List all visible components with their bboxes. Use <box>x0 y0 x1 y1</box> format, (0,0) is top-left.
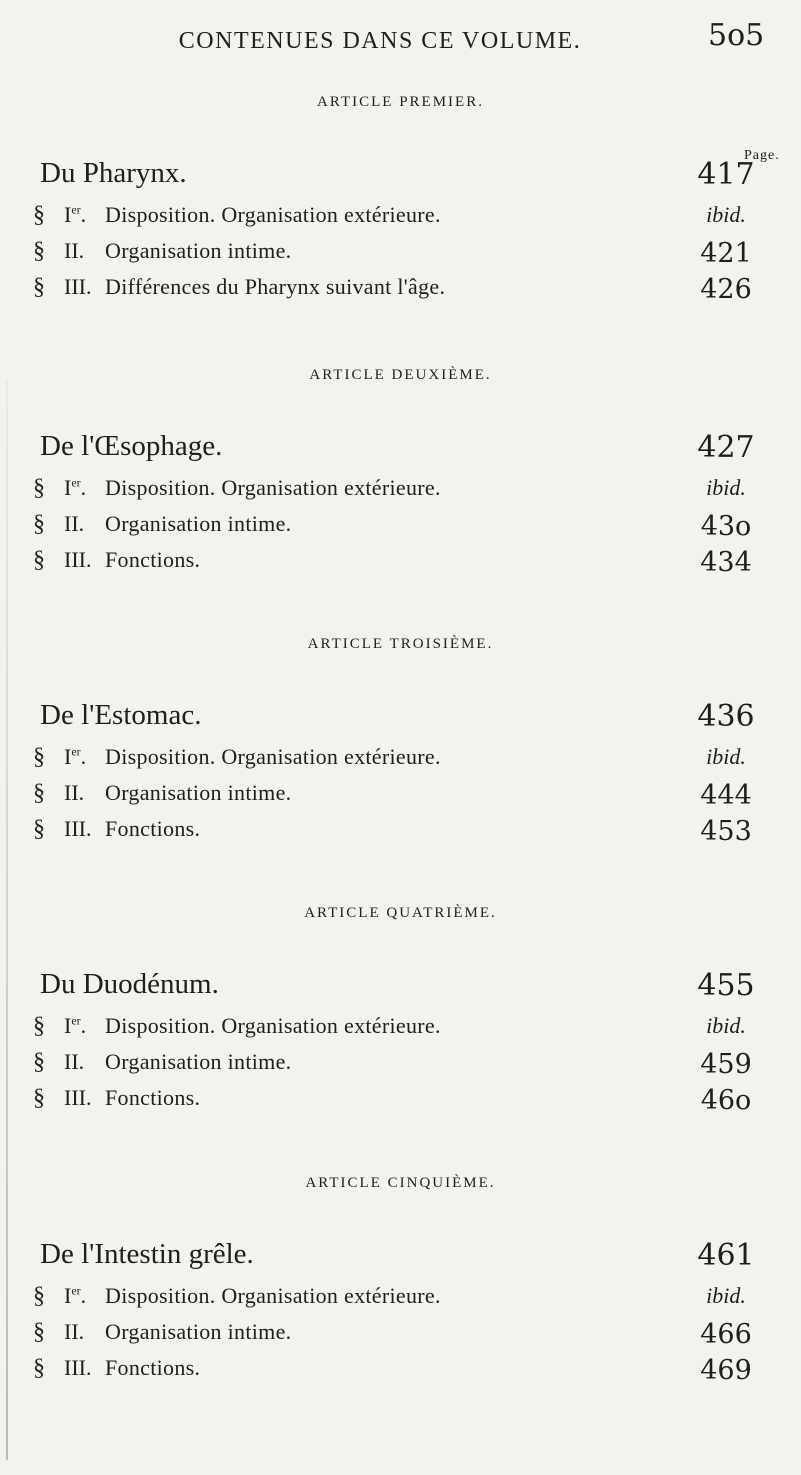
article-title: De l'Intestin grêle. <box>40 1238 254 1270</box>
section-row <box>0 238 801 278</box>
section-title: Disposition. Organisation extérieure. <box>105 1283 441 1308</box>
section-page-number: 434 <box>700 547 752 578</box>
section-row <box>0 1049 801 1089</box>
section-mark: § <box>33 274 45 300</box>
section-title: Fonctions. <box>105 1355 201 1380</box>
section-title: Disposition. Organisation extérieure. <box>105 202 441 227</box>
section-numeral: III. <box>64 816 92 841</box>
article-heading: ARTICLE DEUXIÈME. <box>309 367 492 383</box>
article-title-row <box>0 430 801 470</box>
article-page-number: 455 <box>697 968 755 1003</box>
article-title: Du Pharynx. <box>40 157 187 189</box>
section-row <box>0 202 801 242</box>
section-mark: § <box>33 475 45 501</box>
section-page-number: 444 <box>700 780 752 811</box>
section-page-number: 466 <box>700 1319 752 1350</box>
running-head: CONTENUES DANS CE VOLUME. <box>178 28 582 54</box>
article-page-number: 427 <box>697 430 755 465</box>
section-page-number: ibid. <box>706 1283 746 1308</box>
article-title: Du Duodénum. <box>40 968 219 1000</box>
section-numeral: I <box>64 744 72 769</box>
section-numeral: III. <box>64 1355 92 1380</box>
section-numeral: II. <box>64 780 85 805</box>
section-mark: § <box>33 238 45 264</box>
section-numeral: III. <box>64 274 92 299</box>
article-heading: ARTICLE PREMIER. <box>317 94 484 110</box>
section-number-superscript: er <box>71 744 81 759</box>
section-row <box>0 744 801 784</box>
article-page-number: 461 <box>697 1238 755 1273</box>
article-title: De l'Estomac. <box>40 699 202 731</box>
section-row <box>0 1283 801 1323</box>
section-number <box>64 274 91 300</box>
section-numeral: II. <box>64 1049 85 1074</box>
section-number: Ier. <box>64 1013 87 1038</box>
article-page-number: 417 <box>697 157 755 192</box>
section-mark: § <box>33 202 45 228</box>
section-title: Organisation intime. <box>105 238 292 263</box>
section-mark: § <box>33 816 45 842</box>
section-number-superscript: er <box>71 1013 81 1028</box>
section-number <box>64 1355 91 1381</box>
section-row <box>0 475 801 515</box>
section-number: Ier. <box>64 475 87 500</box>
section-title: Organisation intime. <box>105 780 292 805</box>
section-page-number: 469 <box>700 1355 752 1386</box>
section-mark: § <box>33 1049 45 1075</box>
section-page-number: 459 <box>700 1049 752 1080</box>
section-title: Différences du Pharynx suivant l'âge. <box>105 274 446 299</box>
section-number: Ier. <box>64 202 87 227</box>
section-mark: § <box>33 1085 45 1111</box>
section-page-number: 421 <box>700 238 752 269</box>
section-number-superscript: er <box>71 1283 81 1298</box>
section-row <box>0 1013 801 1053</box>
section-row <box>0 1319 801 1359</box>
section-row <box>0 1355 801 1395</box>
section-number-superscript: er <box>71 475 81 490</box>
section-page-number: ibid. <box>706 744 746 769</box>
section-mark: § <box>33 1319 45 1345</box>
article-heading: ARTICLE CINQUIÈME. <box>305 1175 496 1191</box>
section-mark: § <box>33 780 45 806</box>
section-row <box>0 1085 801 1125</box>
section-title: Fonctions. <box>105 1085 201 1110</box>
section-title: Organisation intime. <box>105 1319 292 1344</box>
section-page-number: 453 <box>700 816 752 847</box>
section-row <box>0 547 801 587</box>
section-mark: § <box>33 547 45 573</box>
section-number <box>64 1085 91 1111</box>
section-title: Fonctions. <box>105 816 201 841</box>
article-heading: ARTICLE TROISIÈME. <box>307 636 494 652</box>
section-numeral: II. <box>64 1319 85 1344</box>
section-mark: § <box>33 1355 45 1381</box>
article-title-row <box>0 1238 801 1278</box>
section-title: Organisation intime. <box>105 1049 292 1074</box>
section-numeral: I <box>64 475 72 500</box>
section-number <box>64 238 84 264</box>
section-page-number: ibid. <box>706 202 746 227</box>
article-page-number: 436 <box>697 699 755 734</box>
article-title-row <box>0 968 801 1008</box>
section-row <box>0 816 801 856</box>
section-number: Ier. <box>64 744 87 769</box>
section-number <box>64 1319 84 1345</box>
section-mark: § <box>33 744 45 770</box>
article-title: De l'Œsophage. <box>40 430 223 462</box>
section-row <box>0 274 801 314</box>
section-numeral: II. <box>64 238 85 263</box>
section-number: Ier. <box>64 1283 87 1308</box>
section-numeral: III. <box>64 1085 92 1110</box>
section-title: Disposition. Organisation extérieure. <box>105 1013 441 1038</box>
page-column-label: Page. <box>744 148 780 163</box>
article-title-row <box>0 157 801 197</box>
section-row <box>0 511 801 551</box>
section-title: Fonctions. <box>105 547 201 572</box>
section-page-number: ibid. <box>706 475 746 500</box>
page-number: 5o5 <box>708 18 765 53</box>
section-numeral: I <box>64 1013 72 1038</box>
section-title: Organisation intime. <box>105 511 292 536</box>
section-number <box>64 780 84 806</box>
section-number <box>64 1049 84 1075</box>
article-heading: ARTICLE QUATRIÈME. <box>304 905 497 921</box>
section-title: Disposition. Organisation extérieure. <box>105 475 441 500</box>
section-page-number: 43o <box>700 511 752 542</box>
article-title-row <box>0 699 801 739</box>
section-numeral: I <box>64 202 72 227</box>
section-page-number: 426 <box>700 274 752 305</box>
section-numeral: III. <box>64 547 92 572</box>
section-number <box>64 511 84 537</box>
section-title: Disposition. Organisation extérieure. <box>105 744 441 769</box>
section-row <box>0 780 801 820</box>
section-numeral: II. <box>64 511 85 536</box>
section-number <box>64 547 91 573</box>
section-numeral: I <box>64 1283 72 1308</box>
section-number <box>64 816 91 842</box>
section-mark: § <box>33 1283 45 1309</box>
section-mark: § <box>33 511 45 537</box>
section-number-superscript: er <box>71 202 81 217</box>
section-page-number: ibid. <box>706 1013 746 1038</box>
section-page-number: 46o <box>700 1085 752 1116</box>
section-mark: § <box>33 1013 45 1039</box>
